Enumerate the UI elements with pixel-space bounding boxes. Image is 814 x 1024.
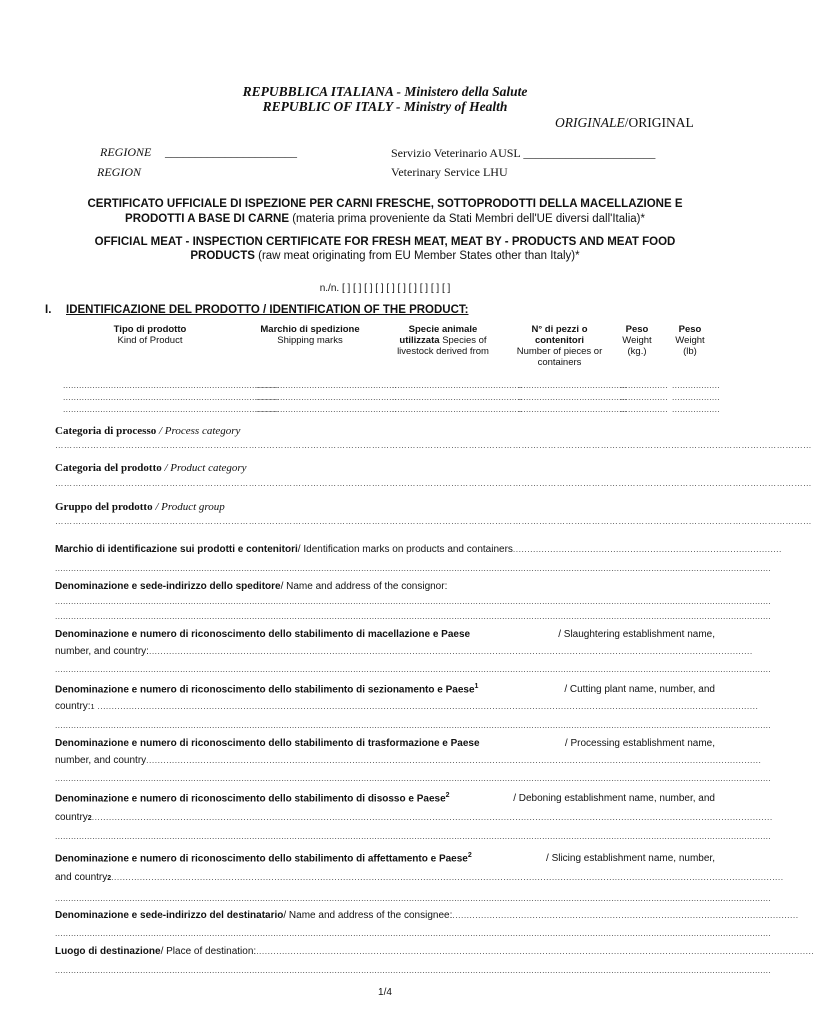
original-label: [555, 115, 694, 131]
cutting-en: / Cutting plant name, number, and: [564, 684, 715, 696]
cutting-en2: country:: [55, 701, 91, 712]
col-species: [388, 324, 498, 335]
slaughter-field[interactable]: ...................................................................................................................................................................................................................: [148, 646, 753, 656]
slicing-en2-sup: 2: [107, 875, 112, 882]
row1-marks[interactable]: .....................................................: [256, 380, 398, 390]
cutting-it: Denominazione e numero di riconoscimento dello stabilimento di sezionamento e Paese: [55, 684, 475, 696]
cutting-row: [55, 683, 715, 695]
cutting-field-line2[interactable]: .............................................................................................................................................................................................................................................................................: [55, 720, 771, 730]
deboning-field-line2[interactable]: .............................................................................................................................................................................................................................................................................: [55, 831, 771, 841]
col-lb-it: Peso: [678, 324, 702, 335]
destination-field[interactable]: ...................................................................................................................................................................................................: [256, 946, 814, 956]
title-en-line2: [0, 250, 770, 262]
col-species-en: [388, 335, 498, 357]
header-line-italian: REPUBBLICA ITALIANA - Ministero della Salute: [242, 84, 528, 99]
cutting-sup: 1: [474, 683, 479, 690]
slicing-field[interactable]: ...........................................................................................................................................................................................................................................: [111, 872, 784, 882]
consignee-it: Denominazione e sede-indirizzo del destinatario: [55, 910, 284, 921]
destination-row: [55, 946, 814, 957]
slicing-sup: 2: [467, 852, 472, 859]
servizio-label: [391, 146, 655, 161]
processing-row2: [55, 755, 762, 766]
col-shipping-marks: [250, 324, 370, 346]
slicing-en2: and country: [55, 872, 108, 883]
section1-title: IDENTIFICAZIONE DEL PRODOTTO / IDENTIFICATION OF THE PRODUCT:: [66, 304, 469, 316]
deboning-en2: country: [55, 812, 88, 823]
deboning-en: / Deboning establishment name, number, and: [513, 793, 715, 805]
deboning-sup: 2: [445, 792, 450, 799]
process-en: / Process category: [156, 425, 241, 437]
consignee-row: [55, 910, 799, 921]
slaughter-it: Denominazione e numero di riconoscimento dello stabilimento di macellazione e Paese: [55, 629, 471, 640]
identification-marks-row: [55, 544, 782, 555]
consignor-it: Denominazione e sede-indirizzo dello speditore: [55, 581, 281, 592]
section1-number: I.: [45, 304, 52, 316]
product-group-field[interactable]: ……………………………………………………………………………………………………………………………………………………………………………………………………………………………………: [55, 516, 812, 526]
row1-kind[interactable]: .................................................................................: [63, 380, 279, 390]
col-ship-en: Shipping marks: [277, 335, 343, 346]
col-kg-en: Weight (kg.): [622, 335, 652, 357]
destination-it: Luogo di destinazione: [55, 946, 161, 957]
col-lb-en: Weight (lb): [675, 335, 705, 357]
processing-en2: number, and country: [55, 755, 147, 766]
consignor-row: [55, 581, 715, 592]
product-rows: [0, 380, 770, 416]
slaughter-en: / Slaughtering establishment name,: [558, 629, 715, 640]
service-label: Veterinary Service LHU: [391, 165, 508, 179]
slaughter-field-line2[interactable]: .............................................................................................................................................................................................................................................................................: [55, 664, 771, 674]
product-group-label: [55, 501, 225, 513]
row3-kind[interactable]: .................................................................................: [63, 404, 279, 414]
slicing-field-line2[interactable]: .............................................................................................................................................................................................................................................................................: [55, 893, 771, 903]
consignor-field-line2[interactable]: .............................................................................................................................................................................................................................................................................: [55, 611, 771, 621]
title-en-normal2: (raw meat originating from EU Member States other than Italy)*: [254, 250, 580, 262]
col-pieces: [512, 324, 607, 368]
slicing-row2: [55, 872, 784, 883]
deboning-row2: [55, 812, 773, 823]
col-pieces-it: N° di pezzi o contenitori: [531, 324, 588, 346]
servizio-text: Servizio Veterinario AUSL: [391, 146, 521, 160]
slicing-en: / Slicing establishment name, number,: [546, 853, 715, 865]
consignor-field-line1[interactable]: .............................................................................................................................................................................................................................................................................: [55, 596, 771, 606]
cutting-field[interactable]: .......................................................................................................................................................................................................................................: [94, 701, 759, 711]
row1-pieces[interactable]: .........................................: [518, 380, 628, 390]
processing-field[interactable]: .......................................................................................................................................................................................................................: [146, 755, 762, 765]
original-sep: /: [624, 115, 629, 130]
servizio-field[interactable]: ______________________: [523, 146, 656, 160]
group-it: Gruppo del prodotto: [55, 501, 153, 513]
slaughter-en2: number, and country:: [55, 646, 149, 657]
consignee-field-line2[interactable]: .............................................................................................................................................................................................................................................................................: [55, 928, 771, 938]
region-label: REGION: [97, 165, 141, 179]
deboning-it: Denominazione e numero di riconoscimento dello stabilimento di disosso e Paese: [55, 793, 446, 805]
product-cat-en: / Product category: [161, 462, 247, 474]
processing-row: [55, 738, 715, 749]
col-species-utilizzata: utilizzata: [399, 335, 440, 346]
row3-kg[interactable]: ..................: [620, 404, 668, 414]
row1-species[interactable]: .................................................: [392, 380, 523, 390]
cutting-en2-sup: 1: [90, 704, 95, 711]
col-ship-it: Marchio di spedizione: [260, 324, 360, 335]
slicing-it: Denominazione e numero di riconoscimento dello stabilimento di affettamento e Paese: [55, 853, 468, 865]
deboning-field[interactable]: ..............................................................................................................................................................................................................................................: [91, 812, 773, 822]
row2-lb[interactable]: ..................: [672, 392, 720, 402]
deboning-row: [55, 792, 715, 804]
col-weight-lb: [670, 324, 710, 357]
col-kind-of-product: [95, 324, 205, 346]
title-en-line1: OFFICIAL MEAT - INSPECTION CERTIFICATE FOR FRESH MEAT, MEAT BY - PRODUCTS AND MEAT FOOD: [94, 236, 676, 248]
title-it-normal2: (materia prima proveniente da Stati Membri dell'UE diversi dall'Italia)*: [289, 213, 645, 225]
col-kg-it: Peso: [625, 324, 649, 335]
process-it: Categoria di processo: [55, 425, 157, 437]
title-it-bold2: PRODOTTI A BASE DI CARNE: [125, 213, 290, 225]
row1-kg[interactable]: ..................: [620, 380, 668, 390]
row3-species[interactable]: .................................................: [392, 404, 523, 414]
slicing-row: [55, 852, 715, 864]
product-category-field[interactable]: ……………………………………………………………………………………………………………………………………………………………………………………………………………………………………: [55, 478, 812, 488]
row2-kind[interactable]: .................................................................................: [63, 392, 279, 402]
title-it-line1: CERTIFICATO UFFICIALE DI ISPEZIONE PER CARNI FRESCHE, SOTTOPRODOTTI DELLA MACELLAZIONE E: [87, 198, 683, 210]
col-pieces-en: Number of pieces or containers: [516, 346, 603, 368]
slaughter-row2: [55, 646, 753, 657]
consignee-en: / Name and address of the consignee:: [283, 910, 453, 921]
consignee-field[interactable]: .........................................................................................................................: [452, 910, 799, 920]
original-it: ORIGINALE: [555, 115, 625, 130]
page-number: 1/4: [378, 987, 392, 998]
marks-it: Marchio di identificazione sui prodotti e contenitori: [55, 544, 298, 555]
row3-lb[interactable]: ..................: [672, 404, 720, 414]
group-en: / Product group: [152, 501, 225, 513]
regione-label: REGIONE: [100, 145, 152, 159]
row3-pieces[interactable]: .........................................: [518, 404, 628, 414]
consignor-en: / Name and address of the consignor:: [280, 581, 448, 592]
title-en-bold2: PRODUCTS: [190, 250, 255, 262]
cutting-row2: [55, 701, 759, 712]
col-kind-en: Kind of Product: [117, 335, 183, 346]
row1-lb[interactable]: ..................: [672, 380, 720, 390]
process-category-label: [55, 425, 240, 437]
marks-field-line2[interactable]: .............................................................................................................................................................................................................................................................................: [55, 563, 771, 573]
product-cat-it: Categoria del prodotto: [55, 462, 162, 474]
destination-field-line2[interactable]: .............................................................................................................................................................................................................................................................................: [55, 965, 771, 975]
col-weight-kg: [617, 324, 657, 357]
certificate-number[interactable]: n./n. [ ] [ ] [ ] [ ] [ ] [ ] [ ] [ ] [ ] [ ]: [319, 283, 451, 294]
col-kind-it: Tipo di prodotto: [113, 324, 187, 335]
process-category-field[interactable]: ……………………………………………………………………………………………………………………………………………………………………………………………………………………………………: [55, 440, 812, 450]
row2-pieces[interactable]: .........................................: [518, 392, 628, 402]
row2-marks[interactable]: .....................................................: [256, 392, 398, 402]
marks-en: / Identification marks on products and containers: [297, 544, 513, 555]
regione-field[interactable]: ______________________: [165, 145, 297, 159]
header-line-english: REPUBLIC OF ITALY - Ministry of Health: [262, 99, 508, 114]
product-category-label: [55, 462, 247, 474]
marks-field[interactable]: ..............................................................................................: [512, 544, 782, 554]
row3-marks[interactable]: .....................................................: [256, 404, 398, 414]
deboning-en2-sup: 2: [87, 815, 92, 822]
row2-kg[interactable]: ..................: [620, 392, 668, 402]
slaughter-row: [55, 629, 715, 640]
row2-species[interactable]: .................................................: [392, 392, 523, 402]
original-en: ORIGINAL: [628, 115, 694, 130]
col-species-it-1: Specie animale: [408, 324, 478, 335]
destination-en: / Place of destination:: [160, 946, 257, 957]
col-species-en-text: Species of livestock derived from: [397, 335, 489, 357]
title-it-line2: [0, 213, 770, 225]
processing-it: Denominazione e numero di riconoscimento dello stabilimento di trasformazione e Paese: [55, 738, 480, 749]
processing-en: / Processing establishment name,: [564, 738, 715, 749]
processing-field-line2[interactable]: .............................................................................................................................................................................................................................................................................: [55, 773, 771, 783]
